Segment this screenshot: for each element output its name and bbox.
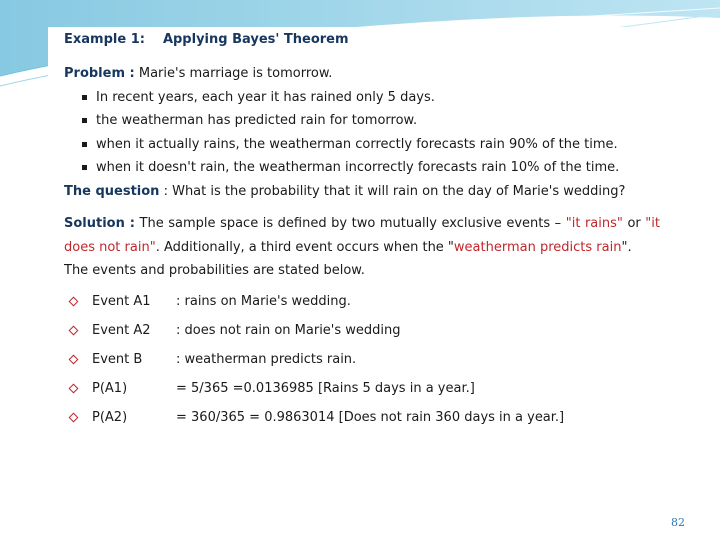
bullet-square-icon [82, 165, 87, 170]
example-number: Example 1: [64, 32, 145, 47]
question-text: : What is the probability that it will rain on the day of Marie's wedding? [163, 183, 626, 199]
event-value: : does not rain on Marie's wedding [176, 322, 401, 338]
diamond-bullet-icon [69, 354, 79, 364]
event-rains-text: "it rains" [565, 216, 623, 231]
diamond-bullet-icon [69, 412, 79, 422]
events-intro: The events and probabilities are stated below. [64, 263, 365, 278]
event-value: = 5/365 =0.0136985 [Rains 5 days in a year.] [176, 380, 475, 396]
event-no-rain-text: "it does not rain" [64, 216, 660, 255]
event-key: Event A2 [92, 322, 151, 338]
question-line [64, 180, 660, 204]
solution-line [64, 212, 660, 259]
bullet-square-icon [82, 142, 87, 147]
event-value: : weatherman predicts rain. [176, 351, 357, 367]
problem-bullet: when it doesn't rain, the weatherman incorrectly forecasts rain 10% of the time. [82, 156, 660, 180]
solution-text: or [627, 216, 641, 231]
solution-text: ". [621, 239, 632, 255]
problem-line [64, 62, 660, 86]
example-heading: Applying Bayes' Theorem [162, 32, 349, 47]
problem-bullets [64, 86, 660, 180]
slide-content [64, 27, 660, 432]
event-item [64, 345, 660, 374]
problem-label: Problem : [64, 66, 135, 81]
example-title [64, 28, 660, 52]
event-item [64, 403, 660, 432]
event-item [64, 316, 660, 345]
event-key: Event A1 [92, 293, 151, 309]
events-list [64, 287, 660, 432]
bullet-square-icon [82, 95, 87, 100]
problem-bullet: when it actually rains, the weatherman correctly forecasts rain 90% of the time. [82, 133, 660, 157]
event-item [64, 287, 660, 316]
event-value: = 360/365 = 0.9863014 [Does not rain 360 days in a year.] [176, 409, 565, 425]
question-label: The question [64, 183, 160, 199]
bullet-square-icon [82, 118, 87, 123]
event-key: P(A2) [92, 409, 128, 425]
page-number: 82 [671, 516, 685, 529]
event-value: : rains on Marie's wedding. [176, 293, 351, 309]
diamond-bullet-icon [69, 296, 79, 306]
problem-bullet: In recent years, each year it has rained only 5 days. [82, 86, 660, 110]
solution-label: Solution : [64, 216, 135, 231]
diamond-bullet-icon [69, 383, 79, 393]
diamond-bullet-icon [69, 325, 79, 335]
solution-text: . Additionally, a third event occurs when the " [155, 239, 454, 255]
event-predicts-rain-text: weatherman predicts rain [453, 239, 622, 255]
solution-text: The sample space is defined by two mutually exclusive events – [139, 216, 562, 231]
event-key: Event B [92, 351, 143, 367]
event-item [64, 374, 660, 403]
slide-panel [48, 27, 666, 513]
event-key: P(A1) [92, 380, 128, 396]
problem-text: Marie's marriage is tomorrow. [138, 66, 333, 81]
problem-bullet: the weatherman has predicted rain for tomorrow. [82, 109, 660, 133]
